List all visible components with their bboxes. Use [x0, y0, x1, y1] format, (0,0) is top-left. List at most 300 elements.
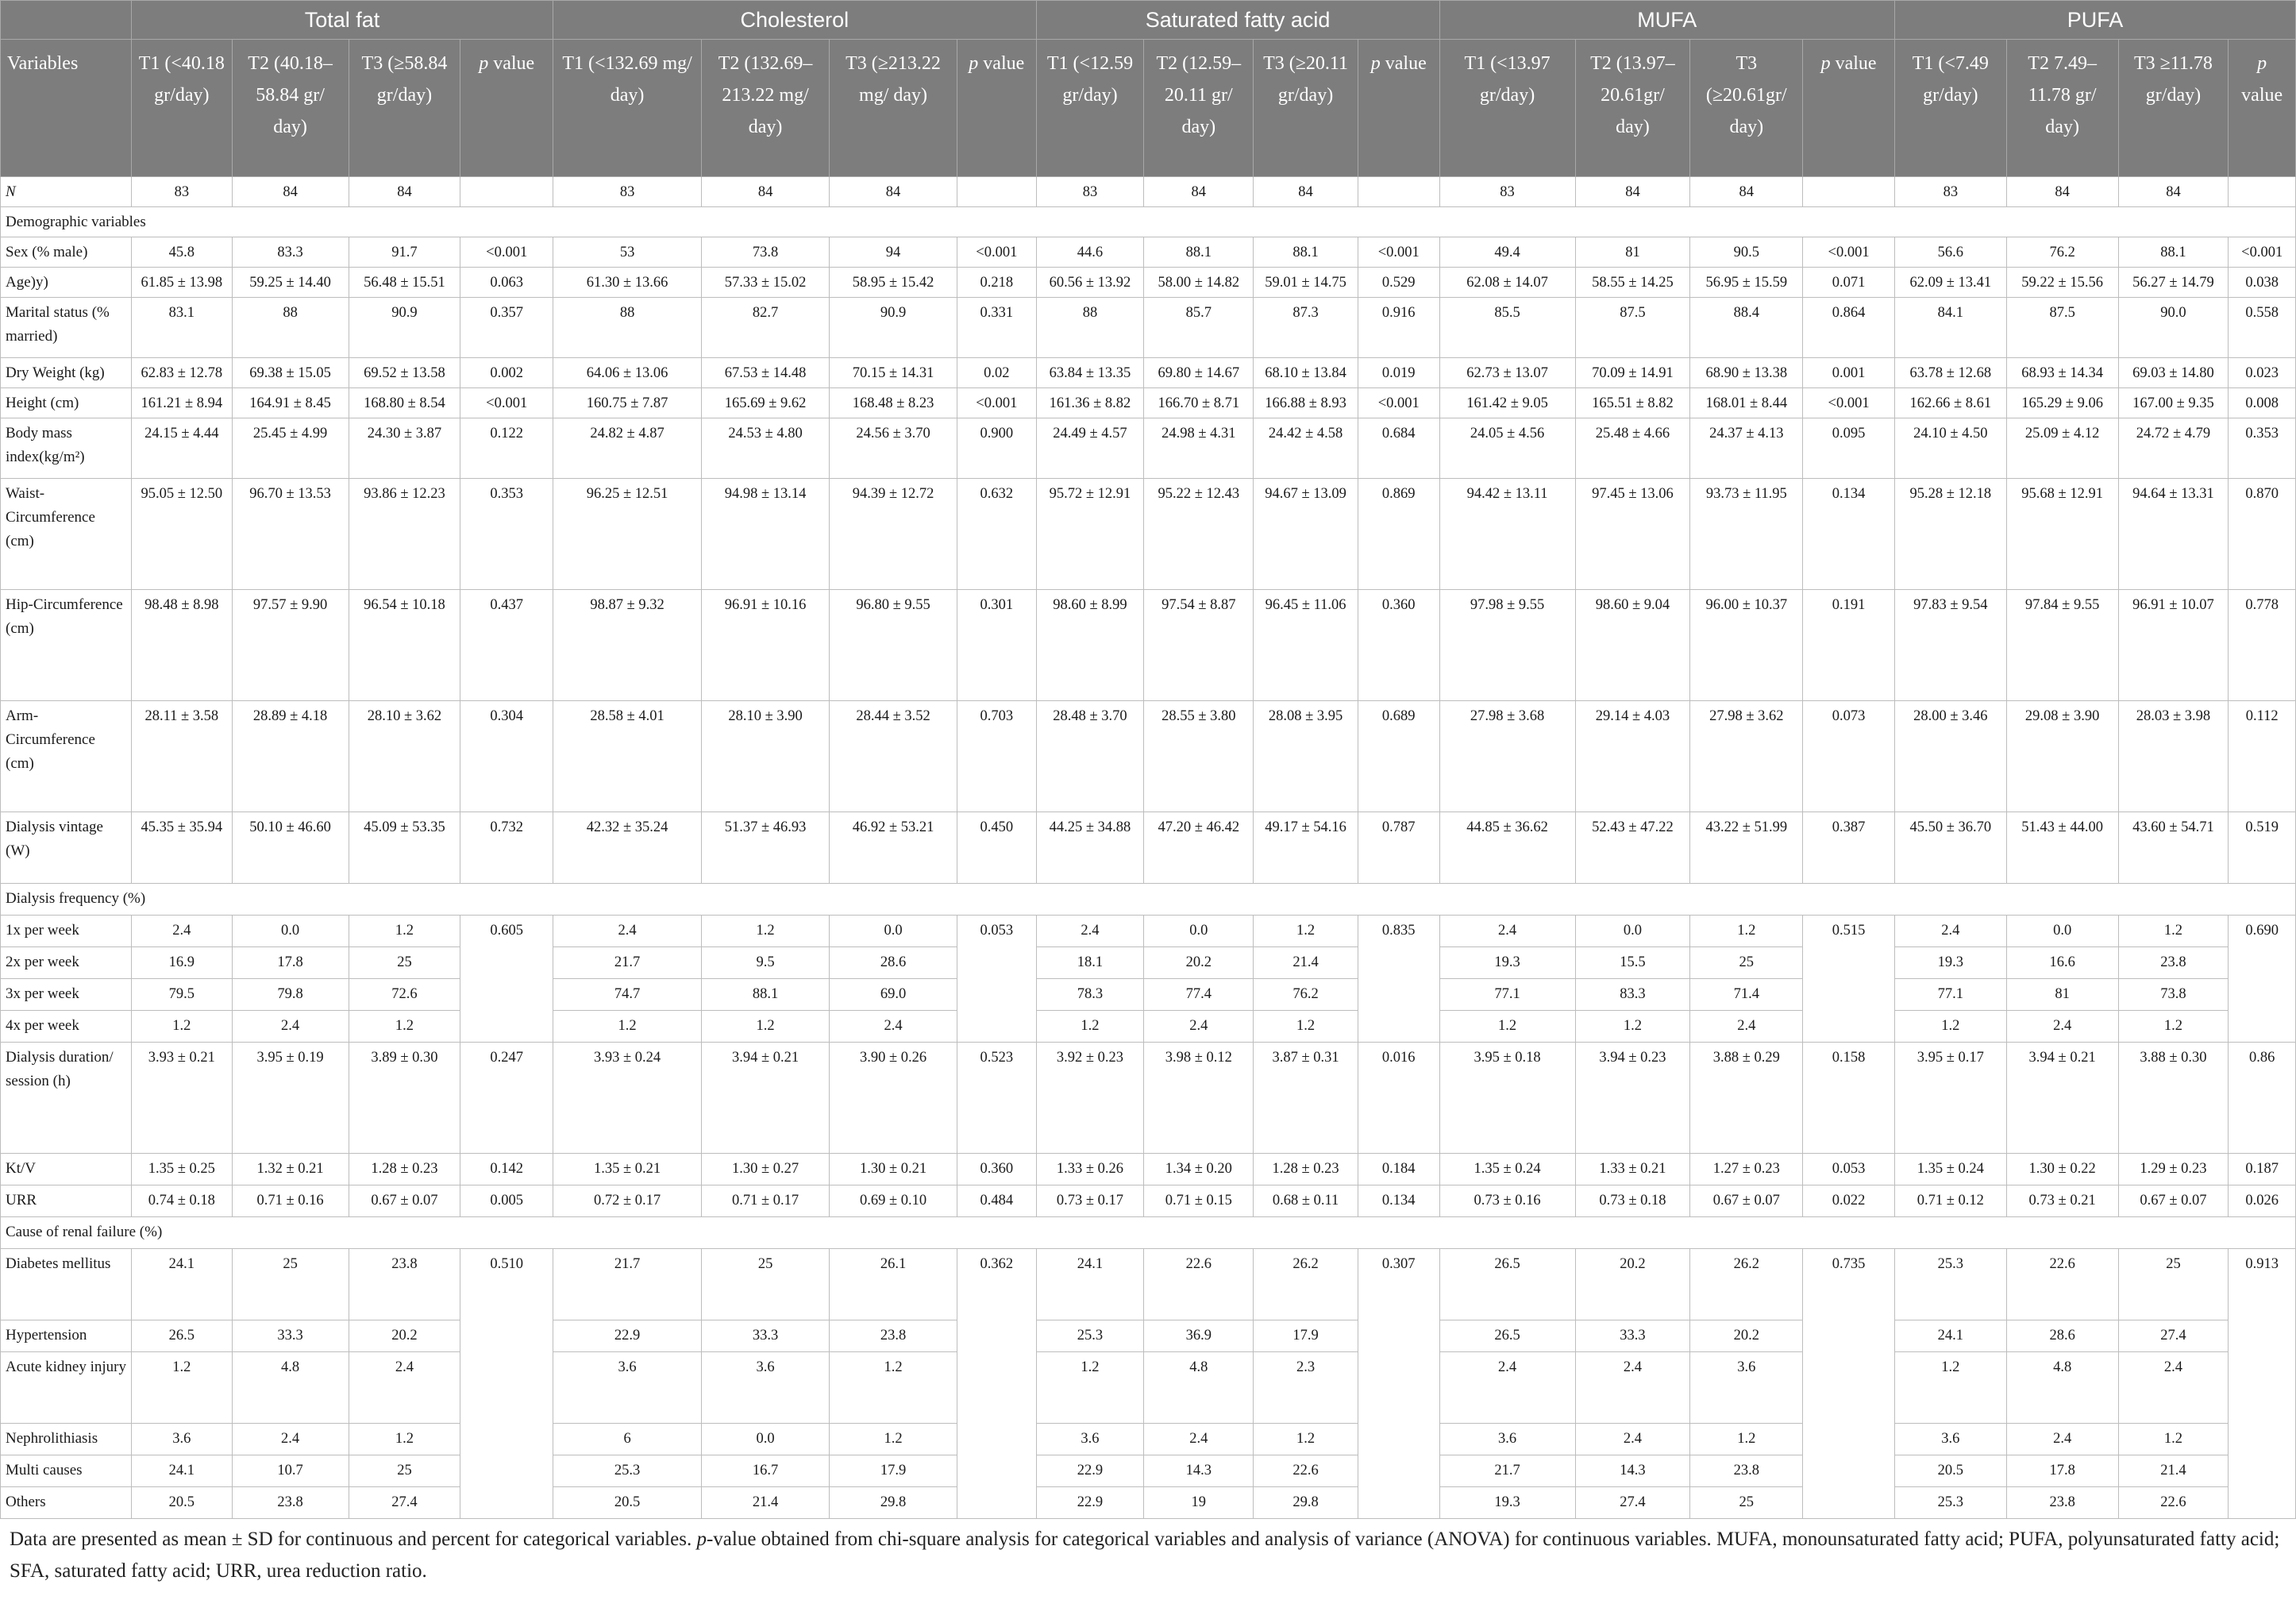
- value-cell: 1.2: [1036, 1352, 1144, 1424]
- table-row: [1, 418, 2296, 479]
- p-label-rest: value: [488, 53, 535, 74]
- p-value-cell: 0.073: [1803, 701, 1895, 812]
- value-cell: 81: [1575, 237, 1690, 268]
- value-cell: 22.9: [553, 1320, 702, 1352]
- value-cell: 51.43 ± 44.00: [2006, 812, 2118, 884]
- value-cell: 97.83 ± 9.54: [1894, 590, 2006, 701]
- value-cell: 1.2: [553, 1011, 702, 1043]
- value-cell: 25.3: [1894, 1249, 2006, 1320]
- p-value-cell: 0.360: [1358, 590, 1439, 701]
- p-italic: p: [2257, 53, 2267, 74]
- value-cell: 21.4: [1254, 947, 1358, 979]
- value-cell: 94.98 ± 13.14: [702, 479, 830, 590]
- value-cell: 64.06 ± 13.06: [553, 358, 702, 388]
- p-value-cell: 0.307: [1358, 1249, 1439, 1519]
- value-cell: 88: [553, 298, 702, 358]
- p-value-cell: <0.001: [460, 388, 553, 418]
- value-cell: 4.8: [2006, 1352, 2118, 1424]
- p-value-cell: 0.134: [1358, 1185, 1439, 1217]
- value-cell: 71.4: [1690, 979, 1803, 1011]
- value-cell: 4.8: [232, 1352, 349, 1424]
- row-label: Sex (% male): [1, 237, 132, 268]
- value-cell: 2.4: [1144, 1011, 1254, 1043]
- value-cell: 9.5: [702, 947, 830, 979]
- value-cell: 98.60 ± 8.99: [1036, 590, 1144, 701]
- value-cell: 97.98 ± 9.55: [1439, 590, 1575, 701]
- value-cell: 56.6: [1894, 237, 2006, 268]
- group-header: Saturated fatty acid: [1036, 1, 1439, 40]
- p-value-cell: 0.484: [957, 1185, 1037, 1217]
- value-cell: 3.6: [1894, 1424, 2006, 1455]
- value-cell: 3.94 ± 0.23: [1575, 1043, 1690, 1154]
- tertile-header: T3 ≥11.78 gr/day): [2118, 40, 2229, 177]
- value-cell: 27.98 ± 3.62: [1690, 701, 1803, 812]
- value-cell: 21.7: [553, 947, 702, 979]
- value-cell: 87.5: [2006, 298, 2118, 358]
- p-value-cell: 0.142: [460, 1154, 553, 1185]
- table-row: [1, 358, 2296, 388]
- value-cell: 49.4: [1439, 237, 1575, 268]
- value-cell: 84: [830, 177, 957, 207]
- row-label: Others: [1, 1487, 132, 1519]
- value-cell: 25: [1690, 1487, 1803, 1519]
- table-row: [1, 1455, 2296, 1487]
- p-value-cell: 0.247: [460, 1043, 553, 1154]
- p-value-cell: 0.450: [957, 812, 1037, 884]
- value-cell: 3.98 ± 0.12: [1144, 1043, 1254, 1154]
- value-cell: 77.1: [1439, 979, 1575, 1011]
- row-label: Waist-Circumference (cm): [1, 479, 132, 590]
- value-cell: 67.53 ± 14.48: [702, 358, 830, 388]
- p-value-cell: 0.019: [1358, 358, 1439, 388]
- value-cell: 24.98 ± 4.31: [1144, 418, 1254, 479]
- value-cell: 98.60 ± 9.04: [1575, 590, 1690, 701]
- p-value-cell: [460, 177, 553, 207]
- row-label: Acute kidney injury: [1, 1352, 132, 1424]
- value-cell: 62.73 ± 13.07: [1439, 358, 1575, 388]
- value-cell: 69.03 ± 14.80: [2118, 358, 2229, 388]
- p-value-cell: 0.053: [957, 916, 1037, 1043]
- group-header: Total fat: [131, 1, 553, 40]
- p-value-cell: 0.063: [460, 268, 553, 298]
- value-cell: 22.9: [1036, 1487, 1144, 1519]
- value-cell: 44.6: [1036, 237, 1144, 268]
- value-cell: 76.2: [1254, 979, 1358, 1011]
- value-cell: 6: [553, 1424, 702, 1455]
- value-cell: 3.6: [1690, 1352, 1803, 1424]
- value-cell: 25.3: [1894, 1487, 2006, 1519]
- p-value-cell: <0.001: [1803, 388, 1895, 418]
- p-italic: p: [969, 53, 979, 74]
- value-cell: 42.32 ± 35.24: [553, 812, 702, 884]
- row-label: Kt/V: [1, 1154, 132, 1185]
- value-cell: 24.42 ± 4.58: [1254, 418, 1358, 479]
- value-cell: 19: [1144, 1487, 1254, 1519]
- value-cell: 1.30 ± 0.22: [2006, 1154, 2118, 1185]
- value-cell: 1.2: [1690, 1424, 1803, 1455]
- value-cell: 94.39 ± 12.72: [830, 479, 957, 590]
- value-cell: 3.92 ± 0.23: [1036, 1043, 1144, 1154]
- p-value-cell: 0.008: [2229, 388, 2296, 418]
- value-cell: 1.2: [1894, 1011, 2006, 1043]
- value-cell: 1.2: [2118, 916, 2229, 947]
- value-cell: 84: [1144, 177, 1254, 207]
- value-cell: 36.9: [1144, 1320, 1254, 1352]
- tertile-header: T2 (13.97–20.61gr/ day): [1575, 40, 1690, 177]
- group-header: PUFA: [1894, 1, 2295, 40]
- p-value-cell: 0.158: [1803, 1043, 1895, 1154]
- value-cell: 165.69 ± 9.62: [702, 388, 830, 418]
- table-row: [1, 1185, 2296, 1217]
- value-cell: 160.75 ± 7.87: [553, 388, 702, 418]
- value-cell: 94.42 ± 13.11: [1439, 479, 1575, 590]
- p-value-cell: 0.689: [1358, 701, 1439, 812]
- value-cell: 1.2: [349, 1011, 460, 1043]
- value-cell: 2.4: [1439, 1352, 1575, 1424]
- value-cell: 1.2: [1575, 1011, 1690, 1043]
- value-cell: 26.5: [1439, 1249, 1575, 1320]
- value-cell: 0.71 ± 0.16: [232, 1185, 349, 1217]
- value-cell: 14.3: [1575, 1455, 1690, 1487]
- value-cell: 1.35 ± 0.24: [1439, 1154, 1575, 1185]
- value-cell: 79.8: [232, 979, 349, 1011]
- value-cell: 21.7: [553, 1249, 702, 1320]
- value-cell: 25: [232, 1249, 349, 1320]
- value-cell: 1.2: [1894, 1352, 2006, 1424]
- value-cell: 0.71 ± 0.12: [1894, 1185, 2006, 1217]
- value-cell: 45.8: [131, 237, 232, 268]
- p-label-rest: value: [1830, 53, 1877, 74]
- p-value-cell: 0.632: [957, 479, 1037, 590]
- p-value-cell: 0.304: [460, 701, 553, 812]
- row-label: 1x per week: [1, 916, 132, 947]
- value-cell: 19.3: [1894, 947, 2006, 979]
- tertile-header: T2 (40.18–58.84 gr/ day): [232, 40, 349, 177]
- value-cell: 18.1: [1036, 947, 1144, 979]
- value-cell: 27.98 ± 3.68: [1439, 701, 1575, 812]
- table-row: [1, 1487, 2296, 1519]
- p-value-cell: <0.001: [957, 388, 1037, 418]
- value-cell: 84: [1690, 177, 1803, 207]
- value-cell: 0.0: [232, 916, 349, 947]
- value-cell: 2.4: [1575, 1352, 1690, 1424]
- p-value-cell: 0.134: [1803, 479, 1895, 590]
- p-value-cell: 0.864: [1803, 298, 1895, 358]
- value-cell: 85.5: [1439, 298, 1575, 358]
- table-row: [1, 268, 2296, 298]
- value-cell: 2.4: [830, 1011, 957, 1043]
- value-cell: 1.28 ± 0.23: [349, 1154, 460, 1185]
- value-cell: 28.10 ± 3.90: [702, 701, 830, 812]
- value-cell: 1.35 ± 0.21: [553, 1154, 702, 1185]
- value-cell: 28.44 ± 3.52: [830, 701, 957, 812]
- p-value-cell: 0.605: [460, 916, 553, 1043]
- value-cell: 27.4: [2118, 1320, 2229, 1352]
- table-footnote: [10, 1524, 2280, 1587]
- p-value-cell: <0.001: [2229, 237, 2296, 268]
- value-cell: 95.22 ± 12.43: [1144, 479, 1254, 590]
- p-value-cell: 0.095: [1803, 418, 1895, 479]
- p-value-cell: 0.437: [460, 590, 553, 701]
- table-row: [1, 701, 2296, 812]
- value-cell: 23.8: [1690, 1455, 1803, 1487]
- value-cell: 33.3: [702, 1320, 830, 1352]
- value-cell: 167.00 ± 9.35: [2118, 388, 2229, 418]
- p-value-cell: 0.778: [2229, 590, 2296, 701]
- section-row: [1, 884, 2296, 916]
- value-cell: 51.37 ± 46.93: [702, 812, 830, 884]
- tertile-header: T3 (≥20.11 gr/day): [1254, 40, 1358, 177]
- value-cell: 96.45 ± 11.06: [1254, 590, 1358, 701]
- value-cell: 1.34 ± 0.20: [1144, 1154, 1254, 1185]
- variables-header: Variables: [1, 40, 132, 177]
- value-cell: 1.33 ± 0.21: [1575, 1154, 1690, 1185]
- value-cell: 1.2: [1439, 1011, 1575, 1043]
- value-cell: 0.73 ± 0.18: [1575, 1185, 1690, 1217]
- value-cell: 83: [131, 177, 232, 207]
- value-cell: 25.09 ± 4.12: [2006, 418, 2118, 479]
- row-label: Body mass index(kg/m²): [1, 418, 132, 479]
- value-cell: 2.4: [1036, 916, 1144, 947]
- value-cell: 73.8: [2118, 979, 2229, 1011]
- value-cell: 24.15 ± 4.44: [131, 418, 232, 479]
- value-cell: 10.7: [232, 1455, 349, 1487]
- tertile-header: T3 (≥58.84 gr/day): [349, 40, 460, 177]
- value-cell: 77.1: [1894, 979, 2006, 1011]
- value-cell: 87.5: [1575, 298, 1690, 358]
- table-row: [1, 388, 2296, 418]
- value-cell: 45.09 ± 53.35: [349, 812, 460, 884]
- p-italic: p: [1820, 53, 1831, 74]
- tertile-header: T3 (≥213.22 mg/ day): [830, 40, 957, 177]
- value-cell: 73.8: [702, 237, 830, 268]
- value-cell: 58.00 ± 14.82: [1144, 268, 1254, 298]
- value-cell: 96.70 ± 13.53: [232, 479, 349, 590]
- value-cell: 25: [2118, 1249, 2229, 1320]
- value-cell: 1.2: [830, 1352, 957, 1424]
- value-cell: 3.93 ± 0.21: [131, 1043, 232, 1154]
- value-cell: 2.4: [1690, 1011, 1803, 1043]
- value-cell: 83: [1894, 177, 2006, 207]
- value-cell: 96.25 ± 12.51: [553, 479, 702, 590]
- value-cell: 0.0: [2006, 916, 2118, 947]
- value-cell: 83: [1439, 177, 1575, 207]
- table-row: [1, 237, 2296, 268]
- value-cell: 44.25 ± 34.88: [1036, 812, 1144, 884]
- value-cell: 84: [2006, 177, 2118, 207]
- value-cell: 14.3: [1144, 1455, 1254, 1487]
- value-cell: 3.95 ± 0.17: [1894, 1043, 2006, 1154]
- value-cell: 23.8: [2006, 1487, 2118, 1519]
- value-cell: 0.67 ± 0.07: [2118, 1185, 2229, 1217]
- table-row: [1, 1424, 2296, 1455]
- value-cell: 69.52 ± 13.58: [349, 358, 460, 388]
- p-value-cell: 0.870: [2229, 479, 2296, 590]
- value-cell: 24.05 ± 4.56: [1439, 418, 1575, 479]
- value-cell: 29.8: [830, 1487, 957, 1519]
- value-cell: 68.10 ± 13.84: [1254, 358, 1358, 388]
- row-label: Dry Weight (kg): [1, 358, 132, 388]
- value-cell: 2.4: [1575, 1424, 1690, 1455]
- value-cell: 0.73 ± 0.21: [2006, 1185, 2118, 1217]
- p-value-header: [2229, 40, 2296, 177]
- footnote-part2: -value obtained from chi-square analysis for categorical variables and analysis of variance (ANOVA) for continuous variables. MUFA, monounsaturated fatty acid; PUFA, polyunsaturated fatty acid; SFA, saturated fatty acid; URR, urea reduction ratio.: [10, 1529, 2280, 1582]
- value-cell: 2.4: [553, 916, 702, 947]
- p-value-cell: [1803, 177, 1895, 207]
- value-cell: 24.53 ± 4.80: [702, 418, 830, 479]
- value-cell: 68.90 ± 13.38: [1690, 358, 1803, 388]
- value-cell: 1.2: [2118, 1011, 2229, 1043]
- value-cell: 165.51 ± 8.82: [1575, 388, 1690, 418]
- value-cell: 168.01 ± 8.44: [1690, 388, 1803, 418]
- value-cell: 84: [232, 177, 349, 207]
- p-value-cell: 0.353: [2229, 418, 2296, 479]
- value-cell: 3.6: [1439, 1424, 1575, 1455]
- p-value-cell: 0.523: [957, 1043, 1037, 1154]
- p-value-cell: 0.005: [460, 1185, 553, 1217]
- value-cell: 74.7: [553, 979, 702, 1011]
- p-value-cell: 0.916: [1358, 298, 1439, 358]
- table-row: [1, 1320, 2296, 1352]
- value-cell: 95.68 ± 12.91: [2006, 479, 2118, 590]
- value-cell: 2.4: [232, 1424, 349, 1455]
- value-cell: 49.17 ± 54.16: [1254, 812, 1358, 884]
- value-cell: 2.4: [232, 1011, 349, 1043]
- value-cell: 17.8: [2006, 1455, 2118, 1487]
- value-cell: 1.2: [702, 1011, 830, 1043]
- value-cell: 90.0: [2118, 298, 2229, 358]
- p-value-cell: 0.519: [2229, 812, 2296, 884]
- table-row: [1, 947, 2296, 979]
- tertile-header: T2 7.49–11.78 gr/ day): [2006, 40, 2118, 177]
- p-value-cell: 0.02: [957, 358, 1037, 388]
- value-cell: 1.2: [1254, 1424, 1358, 1455]
- value-cell: 33.3: [1575, 1320, 1690, 1352]
- value-cell: 95.72 ± 12.91: [1036, 479, 1144, 590]
- value-cell: 20.2: [1690, 1320, 1803, 1352]
- tertile-header: T3 (≥20.61gr/ day): [1690, 40, 1803, 177]
- table-row: [1, 979, 2296, 1011]
- value-cell: 61.85 ± 13.98: [131, 268, 232, 298]
- value-cell: 0.68 ± 0.11: [1254, 1185, 1358, 1217]
- value-cell: 16.6: [2006, 947, 2118, 979]
- value-cell: 1.27 ± 0.23: [1690, 1154, 1803, 1185]
- value-cell: 3.6: [702, 1352, 830, 1424]
- value-cell: 84.1: [1894, 298, 2006, 358]
- value-cell: 0.0: [1575, 916, 1690, 947]
- section-row: [1, 207, 2296, 237]
- value-cell: 1.28 ± 0.23: [1254, 1154, 1358, 1185]
- value-cell: 26.2: [1690, 1249, 1803, 1320]
- footnote-p: p: [696, 1529, 707, 1550]
- value-cell: 84: [2118, 177, 2229, 207]
- value-cell: 79.5: [131, 979, 232, 1011]
- value-cell: 29.08 ± 3.90: [2006, 701, 2118, 812]
- value-cell: 1.2: [131, 1352, 232, 1424]
- value-cell: 161.42 ± 9.05: [1439, 388, 1575, 418]
- value-cell: 22.6: [1254, 1455, 1358, 1487]
- p-value-cell: 0.684: [1358, 418, 1439, 479]
- value-cell: 1.35 ± 0.25: [131, 1154, 232, 1185]
- value-cell: 0.71 ± 0.15: [1144, 1185, 1254, 1217]
- value-cell: 95.05 ± 12.50: [131, 479, 232, 590]
- value-cell: 3.93 ± 0.24: [553, 1043, 702, 1154]
- p-value-cell: 0.022: [1803, 1185, 1895, 1217]
- p-value-cell: 0.002: [460, 358, 553, 388]
- value-cell: 25: [349, 1455, 460, 1487]
- value-cell: 21.4: [702, 1487, 830, 1519]
- value-cell: 3.6: [1036, 1424, 1144, 1455]
- value-cell: 2.3: [1254, 1352, 1358, 1424]
- value-cell: 69.38 ± 15.05: [232, 358, 349, 388]
- value-cell: 68.93 ± 14.34: [2006, 358, 2118, 388]
- value-cell: 0.72 ± 0.17: [553, 1185, 702, 1217]
- value-cell: 17.9: [1254, 1320, 1358, 1352]
- value-cell: 59.25 ± 14.40: [232, 268, 349, 298]
- row-label: N: [1, 177, 132, 207]
- p-italic: p: [479, 53, 489, 74]
- value-cell: 25: [702, 1249, 830, 1320]
- value-cell: 60.56 ± 13.92: [1036, 268, 1144, 298]
- tertile-header: T1 (<40.18 gr/day): [131, 40, 232, 177]
- value-cell: 1.33 ± 0.26: [1036, 1154, 1144, 1185]
- value-cell: 90.5: [1690, 237, 1803, 268]
- value-cell: 63.78 ± 12.68: [1894, 358, 2006, 388]
- value-cell: 26.2: [1254, 1249, 1358, 1320]
- value-cell: 24.30 ± 3.87: [349, 418, 460, 479]
- value-cell: 20.2: [1575, 1249, 1690, 1320]
- value-cell: 1.2: [830, 1424, 957, 1455]
- p-value-cell: 0.787: [1358, 812, 1439, 884]
- value-cell: 94.67 ± 13.09: [1254, 479, 1358, 590]
- p-value-cell: <0.001: [1803, 237, 1895, 268]
- p-label-rest: value: [1380, 53, 1427, 74]
- value-cell: 161.36 ± 8.82: [1036, 388, 1144, 418]
- section-label: Cause of renal failure (%): [1, 1217, 2296, 1249]
- value-cell: 166.88 ± 8.93: [1254, 388, 1358, 418]
- value-cell: 28.58 ± 4.01: [553, 701, 702, 812]
- value-cell: 28.48 ± 3.70: [1036, 701, 1144, 812]
- value-cell: 44.85 ± 36.62: [1439, 812, 1575, 884]
- p-value-cell: 0.026: [2229, 1185, 2296, 1217]
- value-cell: 23.8: [830, 1320, 957, 1352]
- value-cell: 88: [232, 298, 349, 358]
- p-label-rest: value: [978, 53, 1025, 74]
- tertile-header: T2 (12.59–20.11 gr/ day): [1144, 40, 1254, 177]
- value-cell: 0.67 ± 0.07: [1690, 1185, 1803, 1217]
- value-cell: 3.88 ± 0.29: [1690, 1043, 1803, 1154]
- row-label: Hypertension: [1, 1320, 132, 1352]
- row-label: Dialysis vintage (W): [1, 812, 132, 884]
- p-value-header: [1803, 40, 1895, 177]
- value-cell: 0.74 ± 0.18: [131, 1185, 232, 1217]
- value-cell: 45.35 ± 35.94: [131, 812, 232, 884]
- p-value-cell: 0.331: [957, 298, 1037, 358]
- value-cell: 1.30 ± 0.21: [830, 1154, 957, 1185]
- p-label-rest: value: [2241, 85, 2283, 106]
- value-cell: 50.10 ± 46.60: [232, 812, 349, 884]
- tertile-header: T2 (132.69–213.22 mg/ day): [702, 40, 830, 177]
- value-cell: 0.73 ± 0.16: [1439, 1185, 1575, 1217]
- value-cell: 20.2: [349, 1320, 460, 1352]
- value-cell: 85.7: [1144, 298, 1254, 358]
- p-value-header: [1358, 40, 1439, 177]
- value-cell: 45.50 ± 36.70: [1894, 812, 2006, 884]
- p-value-cell: 0.001: [1803, 358, 1895, 388]
- value-cell: 3.95 ± 0.18: [1439, 1043, 1575, 1154]
- row-label: Hip-Circumference (cm): [1, 590, 132, 701]
- value-cell: 3.89 ± 0.30: [349, 1043, 460, 1154]
